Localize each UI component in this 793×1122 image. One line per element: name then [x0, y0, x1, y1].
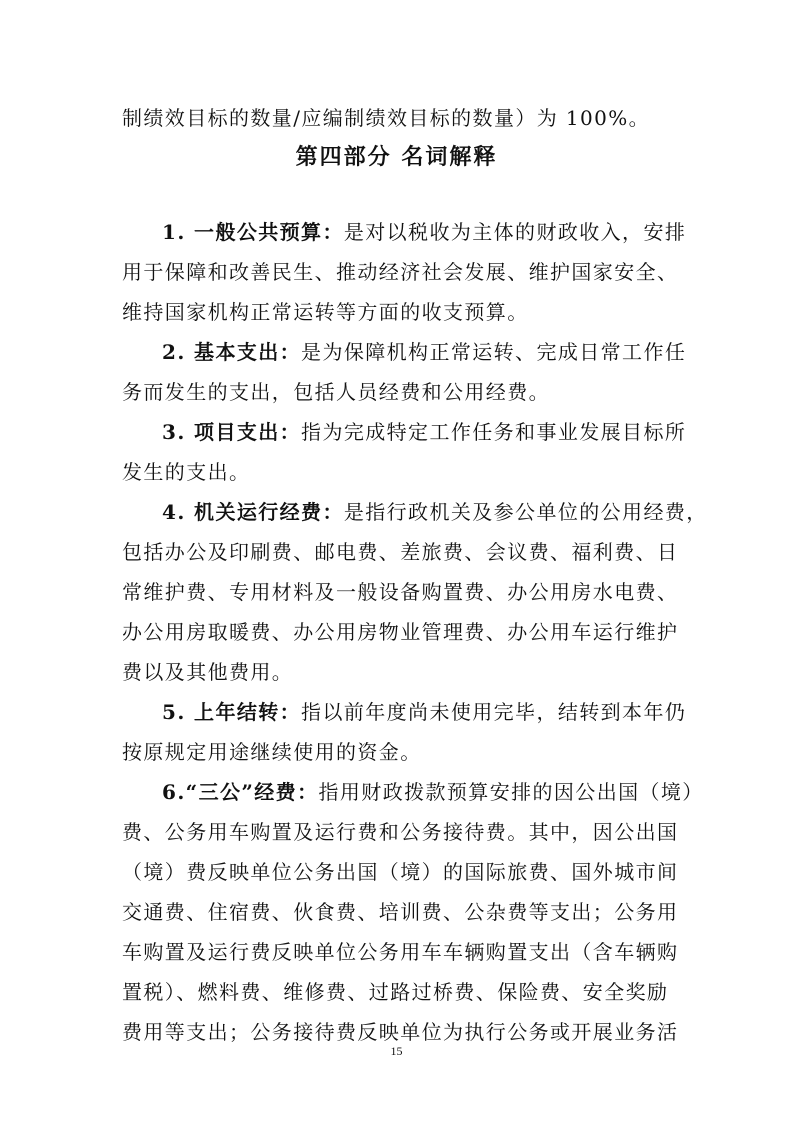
- section-title: 第四部分 名词解释: [295, 145, 498, 170]
- definition-4-line-4: 办公用房取暖费、办公用房物业管理费、办公用车运行维护: [122, 620, 679, 644]
- definition-6-line-4: 交通费、住宿费、伙食费、培训费、公杂费等支出；公务用: [122, 900, 679, 924]
- definition-5-line-2: 按原规定用途继续使用的资金。: [122, 740, 422, 764]
- definition-2-term: 2. 基本支出：: [162, 340, 302, 364]
- definition-4-line-5: 费以及其他费用。: [122, 660, 294, 684]
- definition-6-line-7: 费用等支出；公务接待费反映单位为执行公务或开展业务活: [122, 1020, 679, 1044]
- definition-2-line-2: 务而发生的支出，包括人员经费和公用经费。: [122, 380, 550, 404]
- definition-6-text: 指用财政拨款预算安排的因公出国（境）: [318, 780, 704, 804]
- intro-line: 制绩效目标的数量/应编制绩效目标的数量）为 100%。: [122, 106, 651, 130]
- definition-2-first-line: [162, 332, 687, 372]
- definition-5-first-line: [162, 692, 687, 732]
- definition-1-term: 1. 一般公共预算：: [162, 220, 344, 244]
- definition-3-text: 指为完成特定工作任务和事业发展目标所: [301, 420, 687, 444]
- definition-4-first-line: [162, 492, 708, 532]
- definition-3-first-line: [162, 412, 687, 452]
- definition-4-line-2: 包括办公及印刷费、邮电费、差旅费、会议费、福利费、日: [122, 540, 679, 564]
- definition-4-text: 是指行政机关及参公单位的公用经费，: [343, 500, 708, 524]
- definition-3-line-2: 发生的支出。: [122, 460, 251, 484]
- definition-6-line-6: 置税）、燃料费、维修费、过路过桥费、保险费、安全奖励: [122, 980, 669, 1004]
- definition-3-term: 3. 项目支出：: [162, 420, 302, 444]
- definition-6-term: 6.“三公”经费：: [162, 780, 319, 804]
- definition-6-line-2: 费、公务用车购置及运行费和公务接待费。其中，因公出国: [122, 820, 679, 844]
- definition-6-line-5: 车购置及运行费反映单位公务用车车辆购置支出（含车辆购: [122, 940, 679, 964]
- definition-4-line-3: 常维护费、专用材料及一般设备购置费、办公用房水电费、: [122, 580, 679, 604]
- definition-5-term: 5. 上年结转：: [162, 700, 302, 724]
- definition-1-line-2: 用于保障和改善民生、推动经济社会发展、维护国家安全、: [122, 260, 679, 284]
- definition-4-term: 4. 机关运行经费：: [162, 500, 344, 524]
- definition-1-first-line: [162, 212, 687, 252]
- page-number: 15: [390, 1044, 403, 1058]
- definition-1-line-3: 维持国家机构正常运转等方面的收支预算。: [122, 300, 529, 324]
- definition-6-line-3: （境）费反映单位公务出国（境）的国际旅费、国外城市间: [122, 860, 679, 884]
- definition-5-text: 指以前年度尚未使用完毕，结转到本年仍: [301, 700, 687, 724]
- definition-1-text: 是对以税收为主体的财政收入，安排: [343, 220, 687, 244]
- definition-2-text: 是为保障机构正常运转、完成日常工作任: [301, 340, 687, 364]
- definition-6-first-line: [162, 772, 704, 812]
